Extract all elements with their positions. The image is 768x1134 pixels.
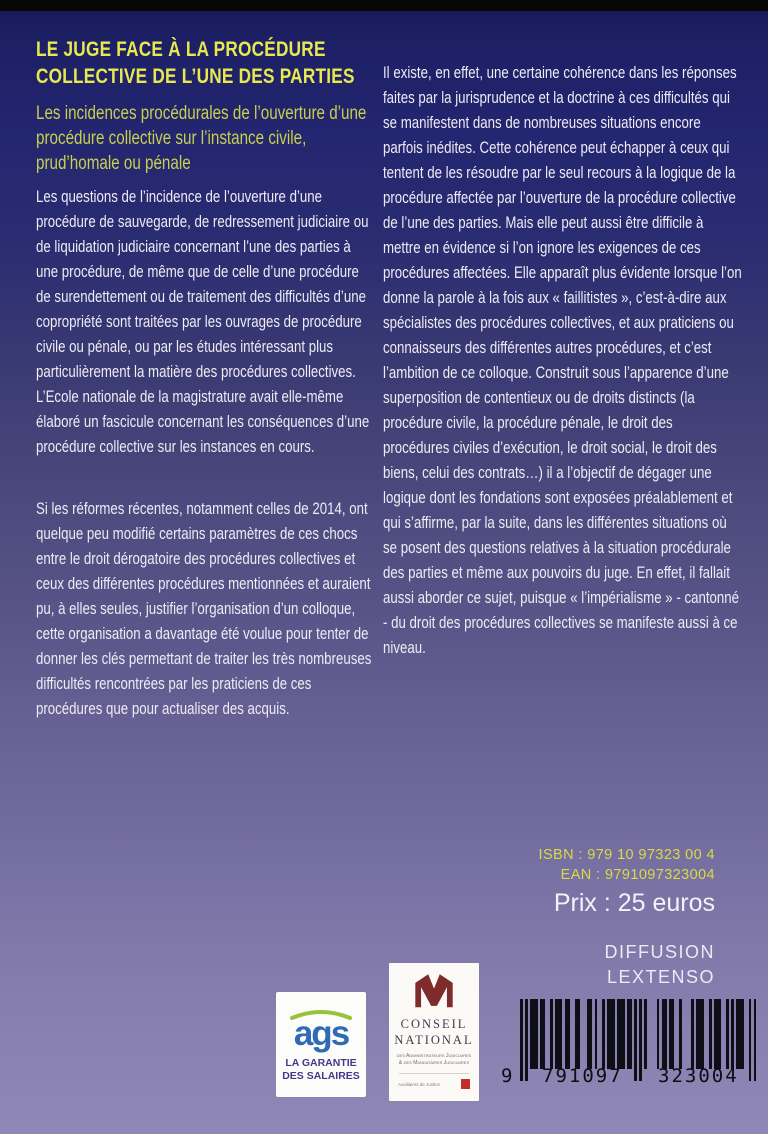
conseil-national-logo — [389, 963, 479, 1101]
conseil-red-square-icon — [461, 1079, 470, 1089]
left-text-column — [36, 184, 373, 721]
distribution-line-2: LEXTENSO — [606, 967, 715, 987]
conseil-monogram-icon — [411, 971, 457, 1009]
isbn-ean-block — [539, 845, 715, 885]
price-label: Prix : 25 euros — [553, 889, 715, 917]
conseil-divider — [399, 1073, 469, 1074]
right-text-column — [383, 60, 742, 660]
book-subtitle: Les incidences procédurales de l’ouverture d’une procédure collective sur l’instance civile, prud’homale ou pénale — [36, 103, 367, 174]
ean13-barcode — [501, 999, 756, 1096]
conseil-subtitle: des Administrateurs Judiciaires & des Mandataires Judiciaires — [396, 1053, 472, 1066]
barcode-digit-group2: 323004 — [658, 1065, 739, 1087]
left-paragraph-1: Les questions de l’incidence de l’ouverture d’une procédure de sauvegarde, de redressement judiciaire ou de liquidation judiciaire concernant l’une des parties à une procédure, de même que de celle d’une procédure de surendettement ou de traitement des difficultés d’une copropriété sont traitées par les ouvrages de procédure civile ou pénale, ou par les études intéressant plus particulièrement la matière des procédures collectives. L’Ecole nationale de la magistrature avait elle-même élaboré un fascicule concernant les conséquences d’une procédure collective sur les instances en cours. — [36, 187, 370, 456]
distribution-line-1: DIFFUSION — [604, 942, 715, 962]
title-block — [36, 36, 372, 176]
photo-edge-top — [0, 0, 768, 11]
conseil-footer — [398, 1079, 470, 1089]
barcode-digit-group1: 791097 — [542, 1065, 623, 1087]
left-paragraph-2: Si les réformes récentes, notamment celles de 2014, ont quelque peu modifié certains paramètres de ces chocs entre le droit dérogatoire des procédures collectives et ceux des différentes procédures mentionnées et auraient pu, à elles seules, justifier l’organisation d’un colloque, cette organisation a davantage été voulue pour tenter de donner les clés permettant de traiter les très nombreuses difficultés rencontrées par les praticiens de ces procédures que pour actualiser des acquis. — [36, 499, 372, 718]
book-title: LE JUGE FACE À LA PROCÉDURE COLLECTIVE DE L’UNE DES PARTIES — [36, 37, 355, 88]
conseil-name-line-1: CONSEIL — [400, 1017, 468, 1031]
ean-line: EAN : 9791097323004 — [560, 867, 715, 883]
right-paragraph-1: Il existe, en effet, une certaine cohérence dans les réponses faites par la jurisprudence et la doctrine à ces difficultés qui se manifestent dans de nombreuses situations encore parfois inédites. Cette cohérence peut échapper à ceux qui tentent de les résoudre par le seul recours à la logique de la procédure affectée par l’ouverture de la procédure collective de l’une des parties. Mais elle peut aussi être difficile à mettre en évidence si l’on ignore les exigences de ces procédures affectées. Elle apparaît plus évidente lorsque l’on donne la parole à la fois aux « faillitistes », c’est-à-dire aux spécialistes des procédures collectives, et aux praticiens ou connaisseurs des différentes autres procédures, et c’est l’ambition de ce colloque. Construit sous l’apparence d’une superposition de contentieux ou de droits distincts (la procédure civile, la procédure pénale, le droit des procédures civiles d’exécution, le droit social, le droit des biens, celui des contrats…) il a l’objectif de dégager une logique dont les fondations sont exposées préalablement et qui s’affirme, par la suite, dans les différentes situations où se posent des questions relatives à la situation procédurale des parties et même aux pouvoirs du juge. En effet, il fallait aussi aborder ce sujet, puisque « l’impérialisme » - cantonné - du droit des procédures collectives se manifeste aussi à ce niveau. — [383, 63, 742, 657]
isbn-line: ISBN : 979 10 97323 00 4 — [538, 847, 715, 863]
ags-tagline: LA GARANTIE DES SALAIRES — [282, 1057, 360, 1082]
conseil-name — [394, 1016, 473, 1048]
barcode-digit-first: 9 — [501, 1065, 515, 1087]
conseil-name-line-2: NATIONAL — [394, 1033, 474, 1047]
ags-logo — [276, 992, 366, 1097]
distribution-label — [605, 940, 716, 990]
barcode-digits — [501, 1065, 756, 1089]
ags-wordmark: ags — [293, 1014, 349, 1053]
conseil-microtext: Auxiliaires de Justice — [398, 1081, 441, 1087]
